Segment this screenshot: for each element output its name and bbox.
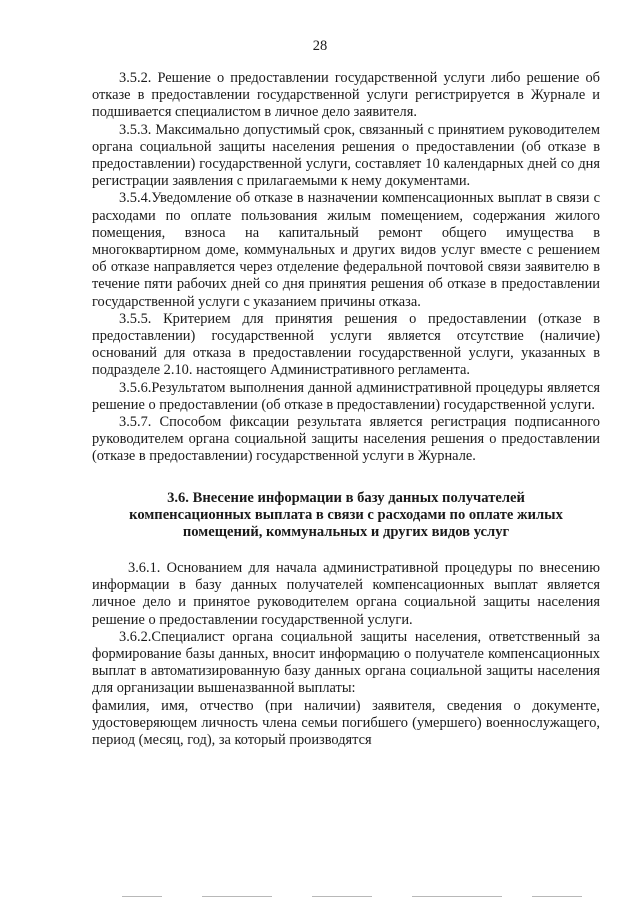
scan-mark (532, 896, 582, 897)
paragraph-3-6-1: 3.6.1. Основанием для начала административной процедуры по внесению информации в базу данных получателей компенсационных выплат является личное дело и принятое руководителем органа социальной защиты населения решение о предоставлении государственной услуги. (92, 559, 600, 628)
scan-mark (122, 896, 162, 897)
document-body (92, 70, 600, 749)
scan-edge-marks (92, 894, 600, 900)
paragraph-3-5-3: 3.5.3. Максимально допустимый срок, связанный с принятием руководителем органа социальной защиты населения решения о предоставлении (об отказе в предоставлении) государственной услуги, составляет 10 календарных дней со дня регистрации заявления с прилагаемыми к нему документами. (92, 121, 600, 190)
paragraph-3-6-2: 3.6.2.Специалист органа социальной защиты населения, ответственный за формирование базы данных, вносит информацию о получателе компенсационных выплат в автоматизированную базу данных органа социальной защиты населения для организации вышеназванной выплаты: (92, 628, 600, 697)
section-heading-3-6: 3.6. Внесение информации в базу данных получателей компенсационных выплата в связи с расходами по оплате жилых помещений, коммунальных и других видов услуг (129, 489, 563, 541)
scan-mark (312, 896, 372, 897)
paragraph-3-5-4: 3.5.4.Уведомление об отказе в назначении компенсационных выплат в связи с расходами по оплате пользования жилым помещением, содержания жилого помещения, взноса на капитальный ремонт общего имущества в многоквартирном доме, коммунальных и других видов услуг вместе с решением об отказе направляется через отделение федеральной почтовой связи заявителю в течение пяти рабочих дней со дня принятия решения об отказе в предоставлении государственной услуги с указанием причины отказа. (92, 190, 600, 310)
page-number: 28 (312, 38, 328, 54)
paragraph-3-5-7: 3.5.7. Способом фиксации результата является регистрация подписанного руководителем органа социальной защиты населения решения о предоставлении (отказе в предоставлении) государственной услуги в Журнале. (92, 414, 600, 465)
scan-mark (202, 896, 272, 897)
paragraph-3-5-2: 3.5.2. Решение о предоставлении государственной услуги либо решение об отказе в предоставлении государственной услуги регистрируется в Журнале и подшивается специалистом в личное дело заявителя. (92, 70, 600, 121)
paragraph-3-5-6: 3.5.6.Результатом выполнения данной административной процедуры является решение о предоставлении (об отказе в предоставлении) государственной услуги. (92, 379, 600, 413)
paragraph-3-5-5: 3.5.5. Критерием для принятия решения о предоставлении (отказе в предоставлении) государственной услуги является отсутствие (наличие) оснований для отказа в предоставлении государственной услуги, указанных в подразделе 2.10. настоящего Административного регламента. (92, 310, 600, 379)
paragraph-3-6-2-continued: фамилия, имя, отчество (при наличии) заявителя, сведения о документе, удостоверяющем личность члена семьи погибшего (умершего) военнослужащего, период (месяц, год), за который производятся (92, 697, 600, 748)
scan-mark (412, 896, 502, 897)
